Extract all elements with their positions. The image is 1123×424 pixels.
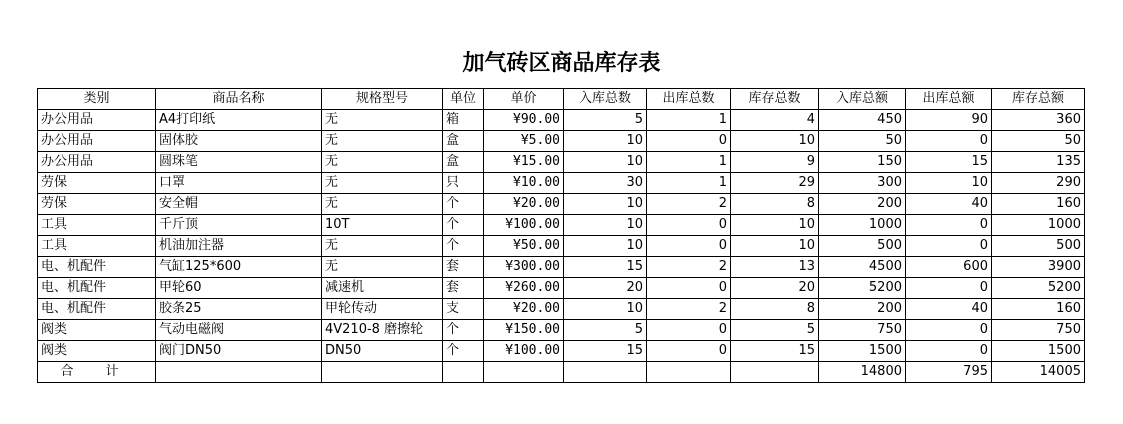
cell-unit[interactable]: 个: [443, 236, 484, 257]
cell-unit[interactable]: 个: [443, 215, 484, 236]
cell-spec[interactable]: 无: [322, 173, 443, 194]
table-row: [38, 152, 1085, 173]
cell-out-qty[interactable]: 2: [647, 194, 731, 215]
header-spec[interactable]: 规格型号: [322, 89, 443, 110]
cell-category[interactable]: 电、机配件: [38, 299, 156, 320]
total-blank[interactable]: [443, 362, 484, 383]
cell-stock-amount[interactable]: 5200: [992, 278, 1085, 299]
cell-category[interactable]: 办公用品: [38, 131, 156, 152]
cell-in-amount[interactable]: 50: [819, 131, 906, 152]
cell-in-qty[interactable]: 30: [564, 173, 647, 194]
cell-in-amount[interactable]: 1000: [819, 215, 906, 236]
cell-out-amount[interactable]: 0: [906, 278, 992, 299]
cell-spec[interactable]: 无: [322, 131, 443, 152]
cell-in-qty[interactable]: 10: [564, 236, 647, 257]
cell-category[interactable]: 办公用品: [38, 110, 156, 131]
cell-unit[interactable]: 个: [443, 320, 484, 341]
cell-in-amount[interactable]: 200: [819, 194, 906, 215]
cell-in-amount[interactable]: 200: [819, 299, 906, 320]
cell-in-qty[interactable]: 15: [564, 257, 647, 278]
table-row: [38, 278, 1085, 299]
cell-stock-amount[interactable]: 1000: [992, 215, 1085, 236]
cell-stock-amount[interactable]: 290: [992, 173, 1085, 194]
cell-spec[interactable]: 甲轮传动: [322, 299, 443, 320]
cell-spec[interactable]: 10T: [322, 215, 443, 236]
cell-name[interactable]: 阀门DN50: [156, 341, 322, 362]
cell-spec[interactable]: 无: [322, 110, 443, 131]
total-blank[interactable]: [322, 362, 443, 383]
cell-out-qty[interactable]: 0: [647, 215, 731, 236]
cell-unit[interactable]: 盒: [443, 131, 484, 152]
cell-name[interactable]: 气动电磁阀: [156, 320, 322, 341]
total-stock-amount[interactable]: 14005: [992, 362, 1085, 383]
cell-stock-amount[interactable]: 160: [992, 194, 1085, 215]
cell-out-qty[interactable]: 1: [647, 152, 731, 173]
cell-stock-qty[interactable]: 8: [731, 299, 819, 320]
cell-in-qty[interactable]: 10: [564, 131, 647, 152]
table-row: [38, 341, 1085, 362]
header-category[interactable]: 类别: [38, 89, 156, 110]
cell-in-amount[interactable]: 150: [819, 152, 906, 173]
cell-stock-qty[interactable]: 29: [731, 173, 819, 194]
cell-stock-qty[interactable]: 8: [731, 194, 819, 215]
table-row: [38, 173, 1085, 194]
cell-stock-amount[interactable]: 3900: [992, 257, 1085, 278]
cell-category[interactable]: 电、机配件: [38, 278, 156, 299]
cell-in-qty[interactable]: 5: [564, 320, 647, 341]
cell-unit[interactable]: 套: [443, 257, 484, 278]
cell-out-qty[interactable]: 2: [647, 299, 731, 320]
table-row: [38, 236, 1085, 257]
cell-out-amount[interactable]: 600: [906, 257, 992, 278]
cell-in-amount[interactable]: 300: [819, 173, 906, 194]
cell-out-amount[interactable]: 0: [906, 215, 992, 236]
cell-in-amount[interactable]: 750: [819, 320, 906, 341]
cell-out-qty[interactable]: 1: [647, 173, 731, 194]
cell-name[interactable]: 甲轮60: [156, 278, 322, 299]
cell-category[interactable]: 阀类: [38, 341, 156, 362]
header-unit[interactable]: 单位: [443, 89, 484, 110]
cell-in-amount[interactable]: 4500: [819, 257, 906, 278]
cell-category[interactable]: 办公用品: [38, 152, 156, 173]
table-row: [38, 131, 1085, 152]
cell-category[interactable]: 劳保: [38, 173, 156, 194]
cell-price[interactable]: ¥260.00: [484, 278, 564, 299]
cell-name[interactable]: 口罩: [156, 173, 322, 194]
cell-out-qty[interactable]: 0: [647, 320, 731, 341]
cell-unit[interactable]: 个: [443, 341, 484, 362]
cell-stock-qty[interactable]: 15: [731, 341, 819, 362]
cell-out-amount[interactable]: 0: [906, 341, 992, 362]
total-label[interactable]: 合 计: [38, 362, 156, 383]
total-row: [38, 362, 1085, 383]
table-row: [38, 320, 1085, 341]
cell-name[interactable]: 气缸125*600: [156, 257, 322, 278]
cell-out-amount[interactable]: 90: [906, 110, 992, 131]
cell-stock-amount[interactable]: 50: [992, 131, 1085, 152]
cell-out-amount[interactable]: 0: [906, 131, 992, 152]
cell-price[interactable]: ¥10.00: [484, 173, 564, 194]
cell-out-amount[interactable]: 40: [906, 194, 992, 215]
cell-in-amount[interactable]: 1500: [819, 341, 906, 362]
cell-price[interactable]: ¥5.00: [484, 131, 564, 152]
cell-stock-amount[interactable]: 750: [992, 320, 1085, 341]
cell-stock-qty[interactable]: 10: [731, 131, 819, 152]
cell-stock-amount[interactable]: 135: [992, 152, 1085, 173]
cell-stock-amount[interactable]: 500: [992, 236, 1085, 257]
cell-out-amount[interactable]: 0: [906, 320, 992, 341]
cell-price[interactable]: ¥300.00: [484, 257, 564, 278]
header-stock-qty[interactable]: 库存总数: [731, 89, 819, 110]
cell-category[interactable]: 工具: [38, 236, 156, 257]
cell-category[interactable]: 电、机配件: [38, 257, 156, 278]
cell-out-qty[interactable]: 0: [647, 341, 731, 362]
total-blank[interactable]: [564, 362, 647, 383]
cell-out-amount[interactable]: 40: [906, 299, 992, 320]
cell-unit[interactable]: 个: [443, 194, 484, 215]
cell-stock-amount[interactable]: 360: [992, 110, 1085, 131]
cell-spec[interactable]: 无: [322, 236, 443, 257]
cell-name[interactable]: 固体胶: [156, 131, 322, 152]
cell-in-qty[interactable]: 20: [564, 278, 647, 299]
cell-in-amount[interactable]: 500: [819, 236, 906, 257]
cell-in-qty[interactable]: 10: [564, 152, 647, 173]
cell-name[interactable]: 圆珠笔: [156, 152, 322, 173]
total-blank[interactable]: [484, 362, 564, 383]
cell-out-amount[interactable]: 0: [906, 236, 992, 257]
cell-unit[interactable]: 箱: [443, 110, 484, 131]
header-stock-amount[interactable]: 库存总额: [992, 89, 1085, 110]
cell-in-amount[interactable]: 5200: [819, 278, 906, 299]
cell-out-qty[interactable]: 0: [647, 278, 731, 299]
total-out-amount[interactable]: 795: [906, 362, 992, 383]
cell-price[interactable]: ¥15.00: [484, 152, 564, 173]
cell-out-qty[interactable]: 2: [647, 257, 731, 278]
cell-name[interactable]: 胶条25: [156, 299, 322, 320]
header-out-qty[interactable]: 出库总数: [647, 89, 731, 110]
cell-stock-qty[interactable]: 10: [731, 236, 819, 257]
cell-out-amount[interactable]: 10: [906, 173, 992, 194]
cell-price[interactable]: ¥90.00: [484, 110, 564, 131]
inventory-table: [37, 88, 1085, 383]
cell-unit[interactable]: 支: [443, 299, 484, 320]
table-row: [38, 110, 1085, 131]
cell-in-qty[interactable]: 10: [564, 194, 647, 215]
cell-spec[interactable]: 4V210-8 磨擦轮: [322, 320, 443, 341]
cell-stock-qty[interactable]: 5: [731, 320, 819, 341]
cell-stock-amount[interactable]: 1500: [992, 341, 1085, 362]
cell-price[interactable]: ¥50.00: [484, 236, 564, 257]
cell-spec[interactable]: 无: [322, 257, 443, 278]
cell-out-amount[interactable]: 15: [906, 152, 992, 173]
cell-unit[interactable]: 盒: [443, 152, 484, 173]
header-row: [38, 89, 1085, 110]
total-blank[interactable]: [647, 362, 731, 383]
cell-spec[interactable]: 无: [322, 152, 443, 173]
header-in-amount[interactable]: 入库总额: [819, 89, 906, 110]
header-in-qty[interactable]: 入库总数: [564, 89, 647, 110]
header-price[interactable]: 单价: [484, 89, 564, 110]
total-blank[interactable]: [156, 362, 322, 383]
cell-name[interactable]: 千斤顶: [156, 215, 322, 236]
table-row: [38, 299, 1085, 320]
cell-name[interactable]: 安全帽: [156, 194, 322, 215]
sheet-title: 加气砖区商品库存表: [462, 50, 661, 76]
cell-category[interactable]: 工具: [38, 215, 156, 236]
cell-name[interactable]: 机油加注器: [156, 236, 322, 257]
header-name[interactable]: 商品名称: [156, 89, 322, 110]
cell-out-qty[interactable]: 0: [647, 131, 731, 152]
cell-stock-qty[interactable]: 4: [731, 110, 819, 131]
cell-stock-amount[interactable]: 160: [992, 299, 1085, 320]
cell-category[interactable]: 劳保: [38, 194, 156, 215]
cell-in-qty[interactable]: 10: [564, 299, 647, 320]
cell-price[interactable]: ¥20.00: [484, 299, 564, 320]
cell-unit[interactable]: 套: [443, 278, 484, 299]
table-row: [38, 257, 1085, 278]
cell-price[interactable]: ¥20.00: [484, 194, 564, 215]
cell-in-amount[interactable]: 450: [819, 110, 906, 131]
cell-category[interactable]: 阀类: [38, 320, 156, 341]
cell-price[interactable]: ¥100.00: [484, 341, 564, 362]
cell-stock-qty[interactable]: 9: [731, 152, 819, 173]
header-out-amount[interactable]: 出库总额: [906, 89, 992, 110]
cell-price[interactable]: ¥100.00: [484, 215, 564, 236]
cell-in-qty[interactable]: 15: [564, 341, 647, 362]
cell-stock-qty[interactable]: 10: [731, 215, 819, 236]
cell-stock-qty[interactable]: 13: [731, 257, 819, 278]
cell-out-qty[interactable]: 1: [647, 110, 731, 131]
table-row: [38, 215, 1085, 236]
total-blank[interactable]: [731, 362, 819, 383]
cell-spec[interactable]: 减速机: [322, 278, 443, 299]
cell-stock-qty[interactable]: 20: [731, 278, 819, 299]
table-row: [38, 194, 1085, 215]
cell-name[interactable]: A4打印纸: [156, 110, 322, 131]
cell-unit[interactable]: 只: [443, 173, 484, 194]
cell-in-qty[interactable]: 5: [564, 110, 647, 131]
cell-price[interactable]: ¥150.00: [484, 320, 564, 341]
cell-spec[interactable]: DN50: [322, 341, 443, 362]
cell-out-qty[interactable]: 0: [647, 236, 731, 257]
total-in-amount[interactable]: 14800: [819, 362, 906, 383]
cell-spec[interactable]: 无: [322, 194, 443, 215]
cell-in-qty[interactable]: 10: [564, 215, 647, 236]
